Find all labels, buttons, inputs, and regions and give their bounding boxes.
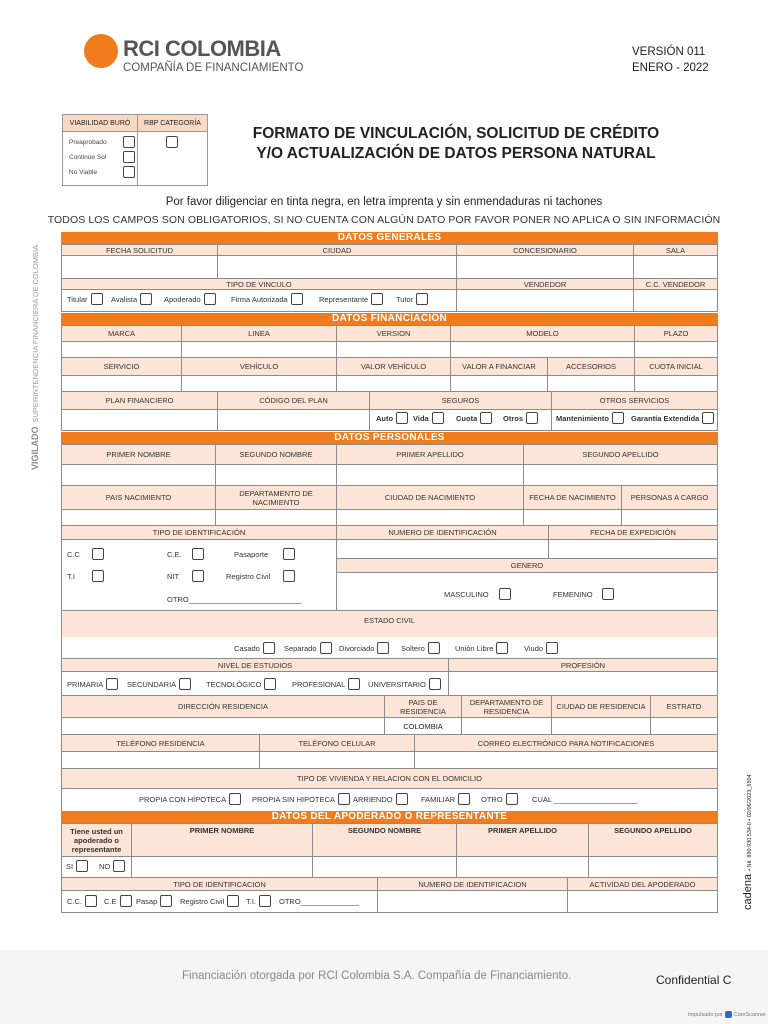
telefono-residencia-field[interactable]	[61, 751, 260, 769]
cadena-print-mark	[742, 774, 754, 910]
rci-logo-icon	[84, 34, 118, 68]
plan-financiero-label: PLAN FINANCIERO	[61, 391, 218, 410]
vida-checkbox[interactable]	[432, 412, 444, 424]
primaria-label: PRIMARIA	[67, 679, 104, 689]
fecha-expedicion-field[interactable]	[548, 539, 718, 559]
viability-box	[62, 114, 208, 186]
apoderado-registro-checkbox[interactable]	[227, 895, 239, 907]
fecha-solicitud-field[interactable]	[61, 255, 218, 279]
mantenimiento-checkbox[interactable]	[612, 412, 624, 424]
camscanner-badge	[688, 1011, 766, 1018]
preaprobado-label: Preaprobado	[69, 139, 107, 146]
tecnologico-checkbox[interactable]	[264, 678, 276, 690]
instruction-mandatory: TODOS LOS CAMPOS SON OBLIGATORIOS, SI NO CUENTA CON ALGÚN DATO POR FAVOR PONER NO APLICA O SIN INFORMACIÓN	[47, 214, 721, 226]
otro-vivienda-label: OTRO	[481, 794, 503, 804]
profesional-option[interactable]	[292, 678, 360, 690]
femenino-label: FEMENINO	[553, 589, 593, 599]
propia-sin-hipoteca-label: PROPIA SIN HIPOTECA	[252, 794, 335, 804]
telefono-celular-field[interactable]	[259, 751, 415, 769]
datos-generales-title: DATOS GENERALES	[61, 232, 718, 244]
linea-label: LINEA	[181, 325, 337, 342]
servicio-label: SERVICIO	[61, 357, 182, 376]
primer-nombre-label: PRIMER NOMBRE	[61, 444, 216, 465]
title-line-2: Y/O ACTUALIZACIÓN DE DATOS PERSONA NATURAL	[256, 145, 656, 162]
garantia-label: Garantía Extendida	[631, 413, 700, 423]
depto-nacimiento-label: DEPARTAMENTO DE NACIMIENTO	[215, 485, 337, 510]
ciudad-residencia-field[interactable]	[551, 717, 651, 735]
rbp-header: RBP CATEGORÍA	[138, 115, 207, 132]
direccion-field[interactable]	[61, 717, 385, 735]
version-info	[632, 44, 709, 76]
propia-hipoteca-option[interactable]	[139, 793, 241, 805]
union-libre-label: Unión Libre	[455, 643, 494, 653]
arriendo-label: ARRIENDO	[353, 794, 393, 804]
ce-option[interactable]	[167, 548, 204, 560]
no-checkbox[interactable]	[113, 860, 125, 872]
apoderado-pasaporte-label: Pasap	[136, 896, 158, 906]
apoderado-label: Apoderado	[164, 294, 201, 304]
estrato-label: ESTRATO	[650, 695, 718, 718]
divorciado-option[interactable]	[339, 642, 389, 654]
document-title	[236, 124, 676, 164]
apoderado-tipo-id-label: TIPO DE IDENTIFICACION	[61, 877, 378, 891]
otros-servicios-label: OTROS SERVICIOS	[551, 391, 718, 410]
propia-hipoteca-label: PROPIA CON HIPOTECA	[139, 794, 227, 804]
apoderado-ti-label: T.I.	[246, 896, 257, 906]
segundo-apellido-field[interactable]	[523, 464, 718, 486]
profesional-label: PROFESIONAL	[292, 679, 346, 689]
apoderado-option[interactable]	[164, 293, 216, 305]
secundaria-checkbox[interactable]	[179, 678, 191, 690]
seguro-vida-option[interactable]	[413, 412, 444, 424]
familiar-option[interactable]	[421, 793, 470, 805]
genero-label: GENERO	[336, 558, 718, 573]
fecha-nacimiento-label: FECHA DE NACIMIENTO	[523, 485, 622, 510]
seguro-otros-option[interactable]	[503, 412, 538, 424]
no-label: NO	[99, 861, 111, 871]
apoderado-ti-option[interactable]	[246, 895, 271, 907]
genero-area	[336, 572, 718, 611]
telefono-residencia-label: TELÉFONO RESIDENCIA	[61, 734, 260, 752]
ti-label: T.I	[67, 571, 75, 581]
ce-label: C.E.	[167, 549, 182, 559]
apoderado-registro-label: Registro Civil	[180, 896, 225, 906]
datos-generales-section	[61, 232, 718, 314]
nit-checkbox[interactable]	[192, 570, 204, 582]
superintendencia-label: SUPERINTENDENCIA FINANCIERA DE COLOMBIA	[31, 244, 40, 423]
telefono-celular-label: TELÉFONO CELULAR	[259, 734, 415, 752]
apoderado-checkbox[interactable]	[204, 293, 216, 305]
apoderado-primer-apellido-label: PRIMER APELLIDO	[456, 823, 589, 857]
version-number: VERSIÓN 011	[632, 46, 706, 58]
apoderado-numero-id-field[interactable]	[377, 890, 568, 913]
si-label: SI	[66, 861, 74, 871]
actividad-apoderado-field[interactable]	[567, 890, 718, 913]
sala-field[interactable]	[633, 255, 718, 279]
separado-label: Separado	[284, 643, 317, 653]
firma-checkbox[interactable]	[291, 293, 303, 305]
representante-checkbox[interactable]	[371, 293, 383, 305]
vendedor-label: VENDEDOR	[456, 278, 634, 290]
tecnologico-label: TECNOLÓGICO	[206, 679, 262, 689]
masculino-option[interactable]	[444, 588, 511, 600]
tipo-vinculo-label: TIPO DE VINCULO	[61, 278, 457, 290]
concesionario-label: CONCESIONARIO	[456, 244, 634, 256]
vendedor-field[interactable]	[456, 289, 634, 312]
si-checkbox[interactable]	[76, 860, 88, 872]
secundaria-option[interactable]	[127, 678, 191, 690]
marca-field[interactable]	[61, 341, 182, 358]
no-viable-checkbox[interactable]	[123, 166, 135, 178]
registro-civil-label: Registro Civil	[226, 571, 271, 581]
firma-option[interactable]	[231, 293, 303, 305]
ciudad-nacimiento-field[interactable]	[336, 509, 524, 526]
mantenimiento-option[interactable]	[556, 412, 624, 424]
garantia-checkbox[interactable]	[702, 412, 714, 424]
representante-label: Representante	[319, 294, 369, 304]
vida-label: Vida	[413, 413, 429, 423]
numero-id-label: NUMERO DE IDENTIFICACIÓN	[336, 525, 549, 540]
pais-nacimiento-field[interactable]	[61, 509, 216, 526]
datos-personales-title: DATOS PERSONALES	[61, 432, 718, 444]
cc-vendedor-label: C.C. VENDEDOR	[633, 278, 718, 290]
tutor-option[interactable]	[396, 293, 428, 305]
datos-financiacion-title: DATOS FINANCIACION	[61, 313, 718, 325]
version-label: VERSION	[336, 325, 451, 342]
apoderado-primer-nombre-label: PRIMER NOMBRE	[131, 823, 313, 857]
otro-id-field[interactable]: OTRO___________________________	[167, 595, 302, 604]
seguro-cuota-option[interactable]	[456, 412, 492, 424]
ciudad-field[interactable]	[217, 255, 457, 279]
divorciado-checkbox[interactable]	[377, 642, 389, 654]
ciudad-nacimiento-label: CIUDAD DE NACIMIENTO	[336, 485, 524, 510]
rbp-checkbox[interactable]	[166, 136, 178, 148]
apoderado-ce-checkbox[interactable]	[120, 895, 132, 907]
propia-sin-hipoteca-checkbox[interactable]	[338, 793, 350, 805]
estado-civil-area	[61, 637, 718, 659]
primer-apellido-label: PRIMER APELLIDO	[336, 444, 524, 465]
tutor-label: Tutor	[396, 294, 414, 304]
marca-label: MARCA	[61, 325, 182, 342]
otros-label: Otros	[503, 413, 524, 423]
cadena-code: • Nit. 890.930.534-0 • 02/06/2023_5504	[747, 774, 753, 871]
fecha-nacimiento-field[interactable]	[523, 509, 622, 526]
apoderado-cc-option[interactable]	[67, 895, 97, 907]
mantenimiento-label: Mantenimiento	[556, 413, 609, 423]
registro-civil-checkbox[interactable]	[283, 570, 295, 582]
titular-option[interactable]	[67, 293, 103, 305]
viudo-option[interactable]	[524, 642, 558, 654]
femenino-checkbox[interactable]	[602, 588, 614, 600]
sala-label: SALA	[633, 244, 718, 256]
otro-vivienda-checkbox[interactable]	[506, 793, 518, 805]
apoderado-primer-apellido-field[interactable]	[456, 856, 589, 878]
viability-header: VIABILIDAD BURÓ	[63, 115, 138, 132]
masculino-label: MASCULINO	[444, 589, 489, 599]
apoderado-otro-field[interactable]: OTRO______________	[279, 897, 360, 906]
datos-apoderado-section	[61, 811, 718, 915]
servicio-field[interactable]	[61, 375, 182, 392]
viudo-label: Viudo	[524, 643, 544, 653]
femenino-option[interactable]	[553, 588, 614, 600]
preaprobado-checkbox[interactable]	[123, 136, 135, 148]
avalista-option[interactable]	[111, 293, 152, 305]
version-date: ENERO - 2022	[632, 62, 709, 74]
viability-divider	[137, 115, 138, 185]
cadena-label: cadena	[742, 873, 754, 910]
viudo-checkbox[interactable]	[546, 642, 558, 654]
primer-apellido-field[interactable]	[336, 464, 524, 486]
cual-vivienda-field[interactable]: CUAL ____________________	[532, 795, 638, 804]
auto-label: Auto	[376, 413, 394, 423]
apoderado-cc-checkbox[interactable]	[85, 895, 97, 907]
accesorios-label: ACCESORIOS	[547, 357, 635, 376]
soltero-checkbox[interactable]	[428, 642, 440, 654]
cuota-checkbox[interactable]	[480, 412, 492, 424]
apoderado-ce-option[interactable]	[104, 895, 132, 907]
si-option[interactable]	[66, 860, 88, 872]
depto-nacimiento-field[interactable]	[215, 509, 337, 526]
linea-field[interactable]	[181, 341, 337, 358]
ti-checkbox[interactable]	[92, 570, 104, 582]
pasaporte-option[interactable]	[234, 548, 295, 560]
instruction-ink: Por favor diligenciar en tinta negra, en letra imprenta y sin enmendaduras ni tachones	[165, 196, 603, 208]
title-line-1: FORMATO DE VINCULACIÓN, SOLICITUD DE CRÉDITO	[252, 125, 660, 142]
modelo-field[interactable]	[450, 341, 635, 358]
cc-vendedor-field[interactable]	[633, 289, 718, 312]
depto-residencia-label: DEPARTAMENTO DE RESIDENCIA	[461, 695, 552, 718]
apoderado-registro-option[interactable]	[180, 895, 239, 907]
no-option[interactable]	[99, 860, 125, 872]
tiene-apoderado-label: Tiene usted un apoderado o representante	[61, 823, 132, 857]
primaria-checkbox[interactable]	[106, 678, 118, 690]
estado-civil-label: ESTADO CIVIL	[61, 610, 718, 638]
pasaporte-label: Pasaporte	[234, 549, 269, 559]
confidential-label: Confidential C	[656, 973, 732, 987]
codigo-plan-label: CÓDIGO DEL PLAN	[217, 391, 370, 410]
segundo-nombre-field[interactable]	[215, 464, 337, 486]
fecha-expedicion-label: FECHA DE EXPEDICIÓN	[548, 525, 718, 540]
union-libre-checkbox[interactable]	[496, 642, 508, 654]
datos-apoderado-title: DATOS DEL APODERADO O REPRESENTANTE	[61, 811, 718, 823]
casado-checkbox[interactable]	[263, 642, 275, 654]
propia-hipoteca-checkbox[interactable]	[229, 793, 241, 805]
segundo-apellido-label: SEGUNDO APELLIDO	[523, 444, 718, 465]
divorciado-label: Divorciado	[339, 643, 375, 653]
modelo-label: MODELO	[450, 325, 635, 342]
universitario-label: UNIVERSITARIO	[368, 679, 426, 689]
vigilado-label: VIGILADO	[30, 426, 40, 470]
union-libre-option[interactable]	[455, 642, 508, 654]
apoderado-ti-checkbox[interactable]	[259, 895, 271, 907]
numero-id-field[interactable]	[336, 539, 549, 559]
correo-field[interactable]	[414, 751, 718, 769]
arriendo-option[interactable]	[353, 793, 408, 805]
soltero-label: Soltero	[401, 643, 425, 653]
valor-financiar-label: VALOR A FINANCIAR	[450, 357, 548, 376]
masculino-checkbox[interactable]	[499, 588, 511, 600]
apoderado-pasaporte-checkbox[interactable]	[160, 895, 172, 907]
apoderado-primer-nombre-field[interactable]	[131, 856, 313, 878]
direccion-label: DIRECCIÓN RESIDENCIA	[61, 695, 385, 718]
pais-residencia-field[interactable]: COLOMBIA	[384, 717, 462, 735]
pais-residencia-label: PAIS DE RESIDENCIA	[384, 695, 462, 718]
fecha-solicitud-label: FECHA SOLICITUD	[61, 244, 218, 256]
camscanner-icon	[725, 1011, 732, 1018]
cc-label: C.C	[67, 549, 80, 559]
cuota-inicial-label: CUOTA INICIAL	[634, 357, 718, 376]
cuota-label: Cuota	[456, 413, 478, 423]
brand-name: RCI COLOMBIA	[123, 36, 281, 61]
titular-label: Titular	[67, 294, 88, 304]
representante-option[interactable]	[319, 293, 383, 305]
datos-personales-section	[61, 432, 718, 812]
casado-label: Casado	[234, 643, 260, 653]
apoderado-pasaporte-option[interactable]	[136, 895, 172, 907]
depto-residencia-field[interactable]	[461, 717, 552, 735]
registro-civil-option[interactable]	[226, 570, 295, 582]
vivienda-label: TIPO DE VIVIENDA Y RELACION CON EL DOMICILIO	[61, 768, 718, 789]
apoderado-segundo-nombre-label: SEGUNDO NOMBRE	[312, 823, 457, 857]
nit-option[interactable]	[167, 570, 204, 582]
secundaria-label: SECUNDARIA	[127, 679, 177, 689]
accesorios-field[interactable]	[547, 375, 635, 392]
firma-label: Firma Autorizada	[231, 294, 288, 304]
profesion-field[interactable]	[448, 671, 718, 696]
tipo-id-label: TIPO DE IDENTIFICACIÓN	[61, 525, 337, 540]
familiar-label: FAMILIAR	[421, 794, 456, 804]
valor-financiar-field[interactable]	[450, 375, 548, 392]
universitario-checkbox[interactable]	[429, 678, 441, 690]
personas-cargo-label: PERSONAS A CARGO	[621, 485, 718, 510]
primer-nombre-field[interactable]	[61, 464, 216, 486]
cc-option[interactable]	[67, 548, 104, 560]
vehiculo-label: VEHÍCULO	[181, 357, 337, 376]
correo-label: CORREO ELECTRÓNICO PARA NOTIFICACIONES	[414, 734, 718, 752]
footer-text: Financiación otorgada por RCI Colombia S.A. Compañía de Financiamiento.	[182, 970, 572, 982]
avalista-label: Avalista	[111, 294, 138, 304]
plazo-field[interactable]	[634, 341, 718, 358]
estrato-field[interactable]	[650, 717, 718, 735]
seguro-auto-option[interactable]	[376, 412, 408, 424]
apoderado-segundo-apellido-field[interactable]	[588, 856, 718, 878]
personas-cargo-field[interactable]	[621, 509, 718, 526]
profesional-checkbox[interactable]	[348, 678, 360, 690]
plazo-label: PLAZO	[634, 325, 718, 342]
apoderado-numero-id-label: NUMERO DE IDENTIFICACION	[377, 877, 568, 891]
version-field[interactable]	[336, 341, 451, 358]
familiar-checkbox[interactable]	[458, 793, 470, 805]
ce-checkbox[interactable]	[192, 548, 204, 560]
vehiculo-field[interactable]	[181, 375, 337, 392]
valor-vehiculo-field[interactable]	[336, 375, 451, 392]
profesion-label: PROFESIÓN	[448, 658, 718, 672]
actividad-apoderado-label: ACTIVIDAD DEL APODERADO	[567, 877, 718, 891]
tutor-checkbox[interactable]	[416, 293, 428, 305]
apoderado-cc-label: C.C.	[67, 896, 82, 906]
valor-vehiculo-label: VALOR VEHÍCULO	[336, 357, 451, 376]
nit-label: NIT	[167, 571, 180, 581]
auto-checkbox[interactable]	[396, 412, 408, 424]
arriendo-checkbox[interactable]	[396, 793, 408, 805]
titular-checkbox[interactable]	[91, 293, 103, 305]
codigo-plan-field[interactable]	[217, 409, 370, 431]
ti-option[interactable]	[67, 570, 104, 582]
apoderado-segundo-nombre-field[interactable]	[312, 856, 457, 878]
impulsado-label: Impulsado por	[688, 1011, 723, 1018]
tecnologico-option[interactable]	[206, 678, 276, 690]
concesionario-field[interactable]	[456, 255, 634, 279]
segundo-nombre-label: SEGUNDO NOMBRE	[215, 444, 337, 465]
continue-checkbox[interactable]	[123, 151, 135, 163]
soltero-option[interactable]	[401, 642, 440, 654]
continue-label: Continúe Sol	[69, 154, 107, 161]
seguros-label: SEGUROS	[369, 391, 552, 410]
garantia-option[interactable]	[631, 412, 714, 424]
no-viable-label: No Viable	[69, 169, 98, 176]
primaria-option[interactable]	[67, 678, 118, 690]
nivel-estudios-label: NIVEL DE ESTUDIOS	[61, 658, 449, 672]
datos-financiacion-section	[61, 313, 718, 433]
avalista-checkbox[interactable]	[140, 293, 152, 305]
otros-checkbox[interactable]	[526, 412, 538, 424]
apoderado-ce-label: C.E	[104, 896, 117, 906]
casado-option[interactable]	[234, 642, 275, 654]
cc-checkbox[interactable]	[92, 548, 104, 560]
universitario-option[interactable]	[368, 678, 441, 690]
apoderado-segundo-apellido-label: SEGUNDO APELLIDO	[588, 823, 718, 857]
brand-subtitle: COMPAÑÍA DE FINANCIAMIENTO	[123, 62, 304, 74]
ciudad-residencia-label: CIUDAD DE RESIDENCIA	[551, 695, 651, 718]
propia-sin-hipoteca-option[interactable]	[252, 793, 350, 805]
separado-option[interactable]	[284, 642, 332, 654]
ciudad-label: CIUDAD	[217, 244, 457, 256]
vigilado-stamp	[30, 245, 40, 470]
separado-checkbox[interactable]	[320, 642, 332, 654]
cuota-inicial-field[interactable]	[634, 375, 718, 392]
pasaporte-checkbox[interactable]	[283, 548, 295, 560]
pais-nacimiento-label: PAIS NACIMIENTO	[61, 485, 216, 510]
camscanner-label: CamScanner	[733, 1011, 766, 1018]
otro-vivienda-option[interactable]	[481, 793, 518, 805]
plan-financiero-field[interactable]	[61, 409, 218, 431]
